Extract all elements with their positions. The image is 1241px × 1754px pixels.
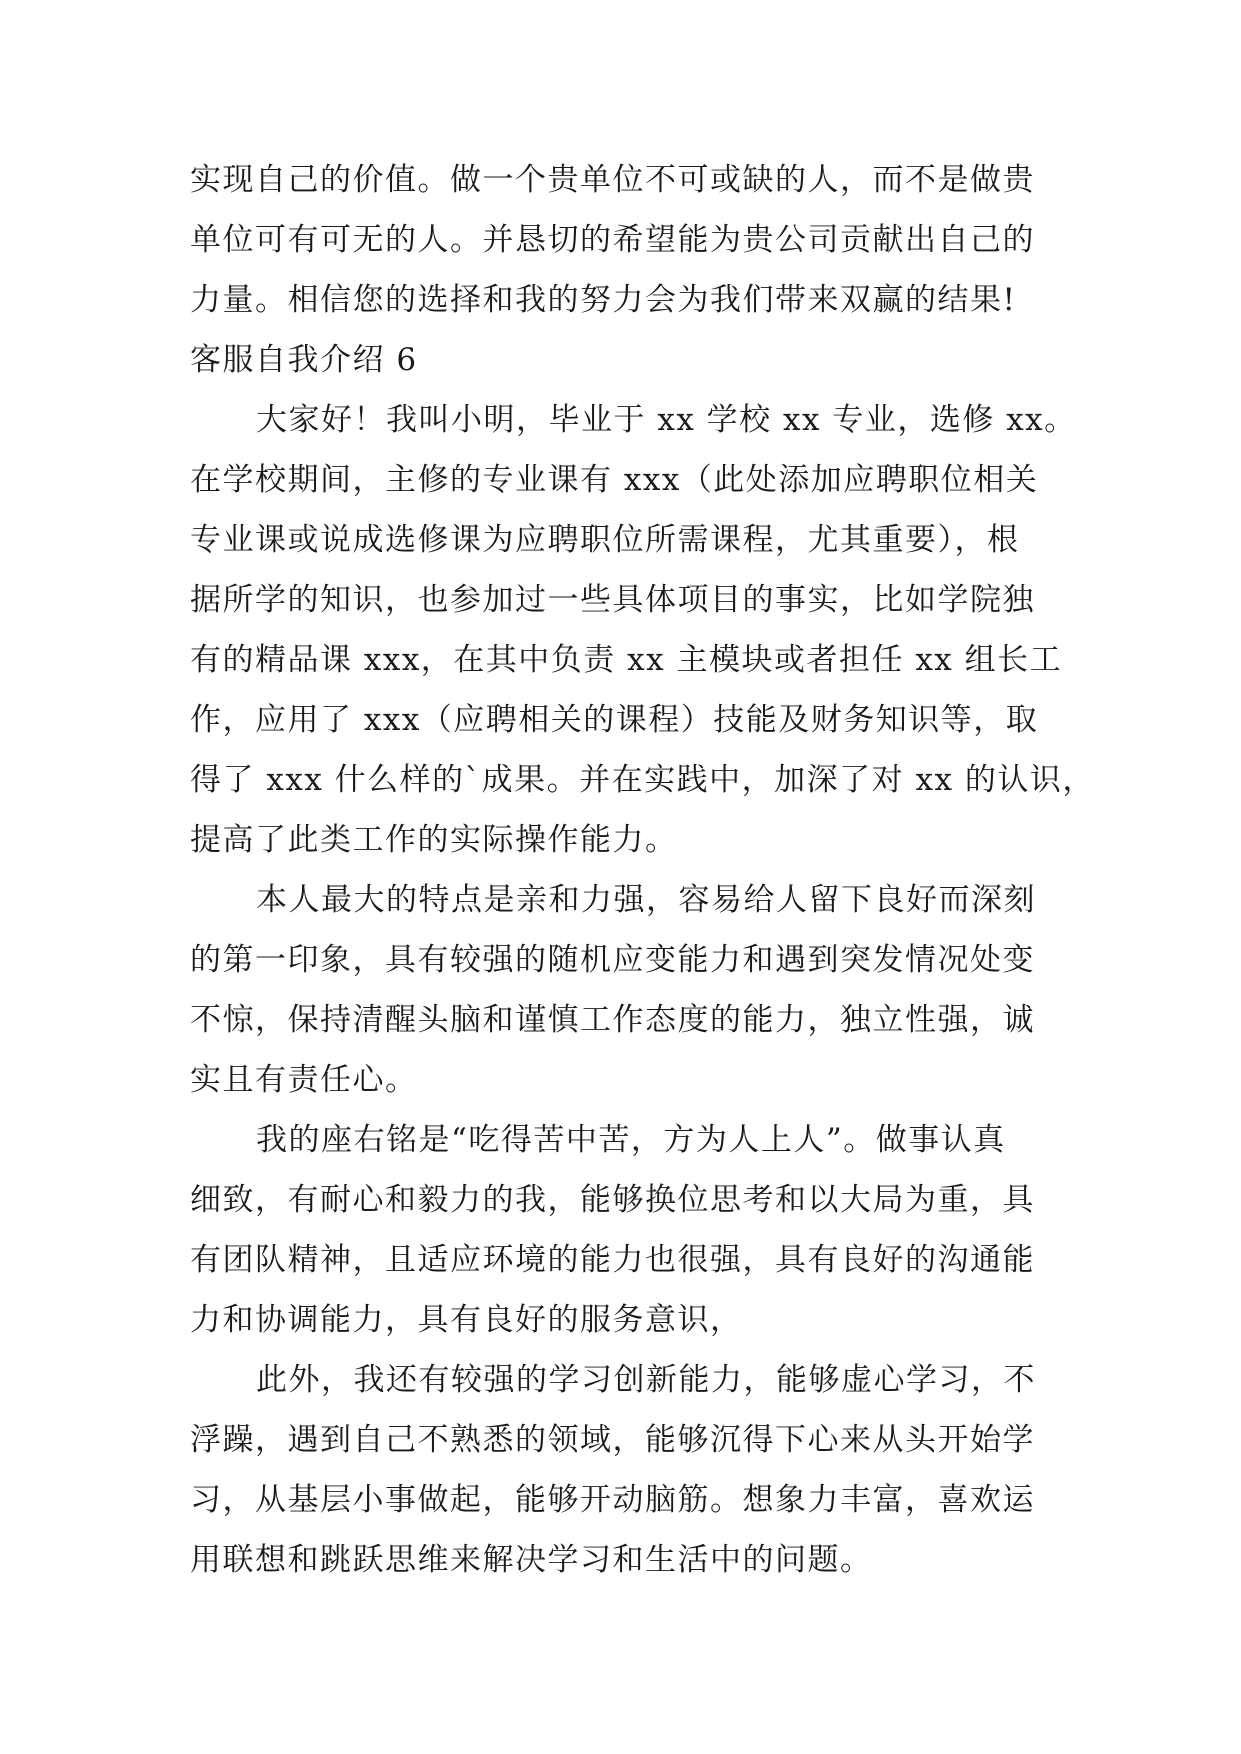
text-line: 作，应用了 xxx（应聘相关的课程）技能及财务知识等，取 <box>190 702 1039 738</box>
text-line: 据所学的知识，也参加过一些具体项目的事实，比如学院独 <box>190 582 1035 618</box>
text-line: 大家好！我叫小明，毕业于 xx 学校 xx 专业，选修 xx。 <box>256 402 1077 438</box>
section-heading: 客服自我介绍 6 <box>190 342 418 378</box>
text-line: 提高了此类工作的实际操作能力。 <box>190 822 678 858</box>
text-line: 习，从基层小事做起，能够开动脑筋。想象力丰富，喜欢运 <box>190 1482 1035 1518</box>
text-line: 专业课或说成选修课为应聘职位所需课程，尤其重要），根 <box>190 522 1020 558</box>
text-line: 的第一印象，具有较强的随机应变能力和遇到突发情况处变 <box>190 942 1035 978</box>
text-line: 有团队精神，且适应环境的能力也很强，具有良好的沟通能 <box>190 1242 1035 1278</box>
text-line: 实且有责任心。 <box>190 1062 418 1098</box>
text-line: 用联想和跳跃思维来解决学习和生活中的问题。 <box>190 1542 873 1578</box>
text-line: 在学校期间，主修的专业课有 xxx（此处添加应聘职位相关 <box>190 462 1039 498</box>
text-line: 此外，我还有较强的学习创新能力，能够虚心学习，不 <box>256 1362 1036 1398</box>
text-line: 有的精品课 xxx，在其中负责 xx 主模块或者担任 xx 组长工 <box>190 642 1063 678</box>
text-line: 本人最大的特点是亲和力强，容易给人留下良好而深刻 <box>256 882 1036 918</box>
text-line: 浮躁，遇到自己不熟悉的领域，能够沉得下心来从头开始学 <box>190 1422 1035 1458</box>
document-page <box>190 150 1095 1590</box>
text-line: 得了 xxx 什么样的`成果。并在实践中，加深了对 xx 的认识， <box>190 762 1095 798</box>
text-line: 不惊，保持清醒头脑和谨慎工作态度的能力，独立性强，诚 <box>190 1002 1035 1038</box>
text-line: 我的座右铭是“吃得苦中苦，方为人上人”。做事认真 <box>256 1122 1006 1158</box>
text-line: 力量。相信您的选择和我的努力会为我们带来双赢的结果! <box>190 282 1017 318</box>
text-line: 力和协调能力，具有良好的服务意识， <box>190 1302 743 1338</box>
text-line: 实现自己的价值。做一个贵单位不可或缺的人，而不是做贵 <box>190 162 1035 198</box>
text-line: 单位可有可无的人。并恳切的希望能为贵公司贡献出自己的 <box>190 222 1035 258</box>
text-line: 细致，有耐心和毅力的我，能够换位思考和以大局为重，具 <box>190 1182 1035 1218</box>
